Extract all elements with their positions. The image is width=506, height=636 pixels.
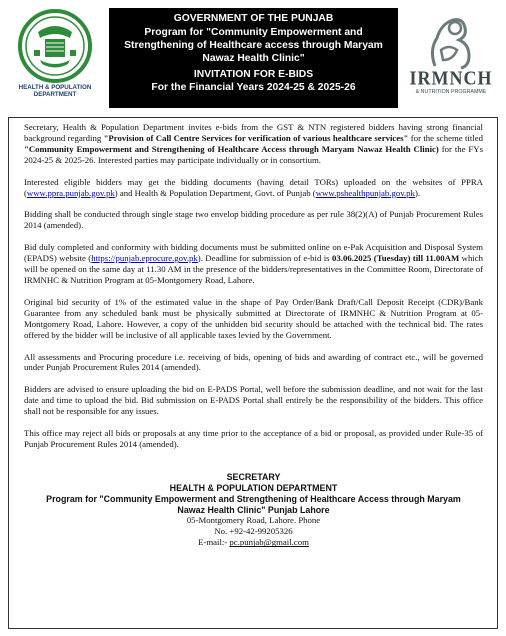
title-line-program-1: Program for "Community Empowerment and: [144, 27, 363, 38]
service-title: "Provision of Call Centre Services for verification of various healthcare services": [103, 132, 409, 143]
notice-header: [8, 8, 498, 108]
submission-deadline: 03.06.2025 (Tuesday) till 11.00AM: [332, 253, 460, 264]
title-line-invitation: INVITATION FOR E-BIDS: [193, 69, 314, 80]
contact-address: 05-Montgomery Road, Lahore. Phone: [186, 515, 321, 526]
signatory-department: HEALTH & POPULATION DEPARTMENT: [169, 482, 338, 493]
paragraph-rejection: This office may reject all bids or proposals at any time prior to the acceptance of a bid or proposal, as provided under Rule-35 of Punjab Procurement Rules 2014 (amended).: [24, 428, 483, 449]
signatory-title: SECRETARY: [226, 471, 281, 482]
paragraph-submission: Bid duly completed and conformity with bidding documents must be submitted online on e-Pak Acquisition and Disposal System (EPADS) website (https://punjab.eprocure.gov.pk). Deadline for submission of e-bid is 03.06.2025 (Tuesday) till 11.00AM which will be opened on the same day at 11.30 AM in the presence of the bidders/representatives in the Committee Room, Directorate of IRMNHC & Nutrition Program at 05-Montgomery Road, Lahore.: [24, 242, 484, 285]
contact-email-link[interactable]: pc.punjab@gmail.com: [229, 537, 309, 548]
contact-block: [24, 515, 483, 548]
signatory-program-line-1: Program for "Community Empowerment and Strengthening of Healthcare Access through Maryam: [46, 493, 461, 504]
mother-child-icon: [411, 10, 491, 70]
left-logo-caption: HEALTH & POPULATION DEPARTMENT: [18, 84, 92, 99]
title-line-program-3: Nawaz Health Clinic": [202, 53, 305, 64]
contact-phone: No. +92-42-99205326: [214, 526, 293, 537]
contact-email-line: E-mail:- pc.punjab@gmail.com: [198, 537, 309, 548]
epads-link[interactable]: https://punjab.eprocure.gov.pk: [91, 253, 198, 264]
paragraph-bidding-documents: Interested eligible bidders may get the bidding documents (having detail TORs) uploaded on the websites of PPRA (www.ppra.punjab.gov.pk) and Health & Population Department, Govt. of Punjab (www.pshealthpunjab.gov.pk).: [24, 176, 483, 198]
right-logo-brand: IRMNCH: [409, 66, 493, 89]
title-line-program-2: Strengthening of Healthcare access through Maryam: [124, 40, 383, 51]
notice-title-box: [109, 8, 398, 108]
scheme-title: "Community Empowerment and Strengthening of Healthcare Access through Maryam Nawaz Health Clinic): [24, 143, 439, 154]
punjab-government-logo: [8, 8, 102, 104]
notice-body: [8, 117, 498, 629]
right-logo-sub: & NUTRITION PROGRAMME: [415, 89, 487, 95]
paragraph-advice: Bidders are advised to ensure uploading the bid on E-PADS Portal, well before the submission deadline, and not wait for the last date and time to upload the bid. Bid submission on E-PADS Portal shall entirely be the responsibility of the bidders. This office shall not be responsible for any issues.: [24, 384, 483, 417]
paragraph-procedure: Bidding shall be conducted through single stage two envelop bidding procedure as per rule 38(2)(A) of Punjab Procurement Rules 2014 (amended).: [24, 209, 483, 231]
paragraph-invitation: Secretary, Health & Population Department invites e-bids from the GST & NTN registered bidders having strong financial background regarding "Provision of Call Centre Services for verification of various healthcare services" for the scheme titled "Community Empowerment and Strengthening of Healthcare Access through Maryam Nawaz Health Clinic) for the FYs 2024-25 & 2025-26. Interested parties may participate individually or in consortium.: [24, 122, 484, 165]
title-line-government: GOVERNMENT OF THE PUNJAB: [173, 13, 334, 24]
paragraph-procurement-rules: All assessments and Procuring procedure i.e. receiving of bids, opening of bids and awarding of contract etc., will be governed under Punjab Procurement Rules 2014 (amended).: [24, 351, 483, 373]
paragraph-bid-security: Original bid security of 1% of the estimated value in the shape of Pay Order/Bank Draft/Call Deposit Receipt (CDR)/Bank Guarantee from any scheduled bank must be physically submitted at Directorate of IRMNHC & Nutrition Program at 05-Montgomery Road, Lahore. However, a copy of the unhidden bid security should be attached with the technical bid. The rates offered by the bidder will be inclusive of all applicable taxes levied by the Government.: [24, 296, 483, 340]
pshealth-link[interactable]: www.pshealthpunjab.gov.pk: [315, 187, 415, 198]
title-line-financial-years: For the Financial Years 2024-25 & 2025-26: [151, 82, 356, 93]
signature-block: [24, 472, 483, 516]
irmnch-logo: [404, 8, 498, 106]
signatory-program-line-2: Nawaz Health Clinic" Punjab Lahore: [177, 504, 330, 515]
ppra-link[interactable]: www.ppra.punjab.gov.pk: [26, 187, 115, 198]
punjab-emblem-icon: [16, 8, 94, 84]
